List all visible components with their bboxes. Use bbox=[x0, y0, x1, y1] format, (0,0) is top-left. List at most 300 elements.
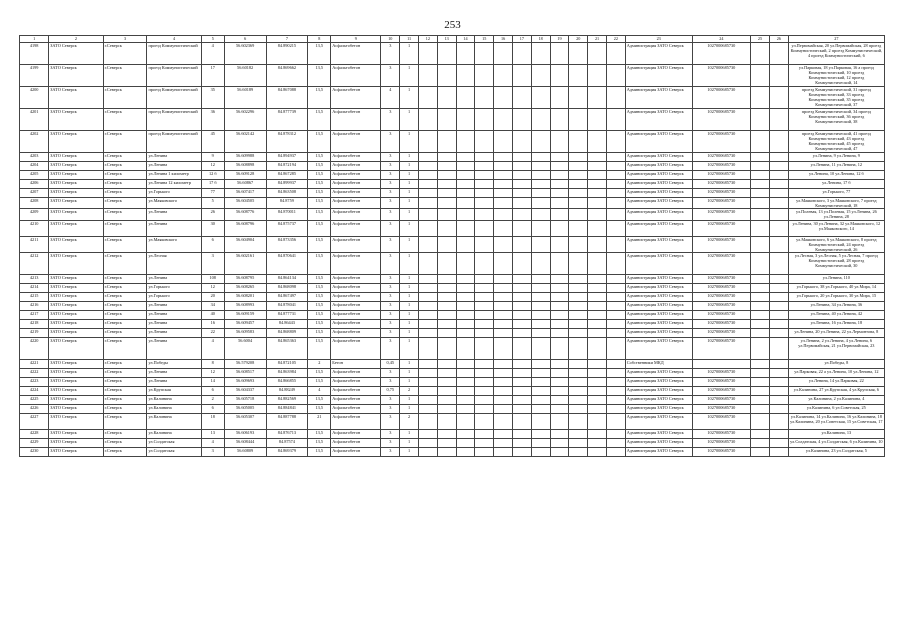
table-cell-c24: 1027000685730 bbox=[692, 253, 751, 275]
table-cell-c13 bbox=[437, 320, 456, 329]
table-cell-c8: 13,5 bbox=[308, 320, 331, 329]
table-cell-c12 bbox=[418, 275, 437, 284]
table-cell-c13 bbox=[437, 275, 456, 284]
table-cell-c18 bbox=[531, 220, 550, 236]
table-cell-c5: 45 bbox=[201, 131, 224, 153]
table-cell-c9: Асфальтобетон bbox=[331, 220, 381, 236]
table-cell-c4: ул.Победы bbox=[147, 360, 201, 369]
table-cell-c20 bbox=[569, 253, 588, 275]
table-cell-c22 bbox=[606, 430, 625, 439]
table-cell-c13 bbox=[437, 109, 456, 131]
table-cell-c13 bbox=[437, 439, 456, 448]
table-cell-c10: 3 bbox=[381, 430, 400, 439]
table-cell-c7: 84.877731 bbox=[266, 311, 308, 320]
table-cell-c21 bbox=[588, 65, 607, 87]
table-cell-c27: ул.Ленина, 10 ул.Ленина, 12 б bbox=[788, 171, 884, 180]
table-cell-c5: 77 bbox=[201, 189, 224, 198]
table-cell-c9: Асфальтобетон bbox=[331, 180, 381, 189]
table-cell-c2: ЗАТО Северск bbox=[49, 43, 103, 65]
table-cell-c4: проезд Коммунистический bbox=[147, 65, 201, 87]
table-cell-c9: Асфальтобетон bbox=[331, 414, 381, 430]
table-cell-c22 bbox=[606, 311, 625, 320]
table-cell-c1: 4225 bbox=[20, 396, 49, 405]
table-row bbox=[20, 131, 885, 153]
table-cell-c27: ул.Калинина, 2 ул.Калинина, 4 bbox=[788, 396, 884, 405]
table-cell-c27: ул.Победы, 8 bbox=[788, 360, 884, 369]
table-cell-c7: 84.865363 bbox=[266, 338, 308, 360]
table-cell-c4: ул.Горького bbox=[147, 284, 201, 293]
table-cell-c8: 21 bbox=[308, 414, 331, 430]
table-cell-c4: ул.Ленина bbox=[147, 209, 201, 220]
table-cell-c9: Асфальтобетон bbox=[331, 284, 381, 293]
table-cell-c24: 1027000685730 bbox=[692, 43, 751, 65]
table-cell-c3: г.Северск bbox=[103, 360, 147, 369]
table-cell-c24: 1027000685730 bbox=[692, 180, 751, 189]
table-cell-c21 bbox=[588, 448, 607, 457]
table-cell-c9: Асфальтобетон bbox=[331, 387, 381, 396]
table-cell-c2: ЗАТО Северск bbox=[49, 360, 103, 369]
table-cell-c19 bbox=[550, 162, 569, 171]
table-cell-c26 bbox=[769, 284, 788, 293]
table-cell-c6: 56.608265 bbox=[224, 284, 266, 293]
table-cell-c5: 3 bbox=[201, 253, 224, 275]
table-cell-c14 bbox=[456, 448, 475, 457]
table-cell-c20 bbox=[569, 448, 588, 457]
table-cell-c8: 13,5 bbox=[308, 378, 331, 387]
table-cell-c14 bbox=[456, 284, 475, 293]
table-cell-c1: 4205 bbox=[20, 171, 49, 180]
table-cell-c14 bbox=[456, 275, 475, 284]
table-cell-c10: 3 bbox=[381, 405, 400, 414]
table-cell-c1: 4224 bbox=[20, 387, 49, 396]
table-cell-c15 bbox=[475, 293, 494, 302]
table-cell-c21 bbox=[588, 302, 607, 311]
table-cell-c24: 1027000685730 bbox=[692, 439, 751, 448]
table-cell-c1: 4212 bbox=[20, 253, 49, 275]
table-cell-c20 bbox=[569, 293, 588, 302]
table-cell-c10: 3 bbox=[381, 171, 400, 180]
table-cell-c7: 84.868809 bbox=[266, 329, 308, 338]
table-cell-c20 bbox=[569, 198, 588, 209]
table-cell-c3: г.Северск bbox=[103, 209, 147, 220]
table-cell-c2: ЗАТО Северск bbox=[49, 109, 103, 131]
table-cell-c6: 56.609457 bbox=[224, 320, 266, 329]
table-cell-c19 bbox=[550, 387, 569, 396]
table-cell-c1: 4216 bbox=[20, 302, 49, 311]
table-cell-c27: ул.Парковая, 22 а ул.Ленина, 10 ул.Ленина, 12 bbox=[788, 369, 884, 378]
table-cell-c13 bbox=[437, 162, 456, 171]
table-cell-c25 bbox=[751, 378, 770, 387]
table-row bbox=[20, 109, 885, 131]
table-cell-c17 bbox=[512, 430, 531, 439]
table-body bbox=[20, 43, 885, 457]
table-cell-c1: 4213 bbox=[20, 275, 49, 284]
table-cell-c19 bbox=[550, 378, 569, 387]
table-cell-c9: Асфальтобетон bbox=[331, 320, 381, 329]
table-cell-c20 bbox=[569, 414, 588, 430]
table-cell-c14 bbox=[456, 396, 475, 405]
table-cell-c27: ул.Первомайская, 20 ул.Первомайская, 28 проезд Коммунистический, 2 проезд Коммунистический, 4 проезд Коммунистический, 6 bbox=[788, 43, 884, 65]
column-number-cell: 10 bbox=[381, 36, 400, 43]
table-cell-c16 bbox=[494, 302, 513, 311]
table-cell-c24: 1027000685730 bbox=[692, 87, 751, 109]
table-cell-c18 bbox=[531, 405, 550, 414]
table-cell-c24: 1027000685730 bbox=[692, 275, 751, 284]
table-cell-c6: 56.604505 bbox=[224, 198, 266, 209]
table-cell-c13 bbox=[437, 43, 456, 65]
table-cell-c16 bbox=[494, 43, 513, 65]
table-cell-c18 bbox=[531, 109, 550, 131]
column-number-cell: 21 bbox=[588, 36, 607, 43]
table-cell-c9: Асфальтобетон bbox=[331, 293, 381, 302]
table-cell-c23: Администрация ЗАТО Северск bbox=[625, 414, 692, 430]
table-cell-c9: Асфальтобетон bbox=[331, 131, 381, 153]
table-cell-c27: ул.Ленина, 110 bbox=[788, 275, 884, 284]
table-cell-c24: 1027000685730 bbox=[692, 448, 751, 457]
column-number-cell: 27 bbox=[788, 36, 884, 43]
table-cell-c8: 13,5 bbox=[308, 198, 331, 209]
table-cell-c10: 3 bbox=[381, 302, 400, 311]
table-cell-c16 bbox=[494, 198, 513, 209]
table-cell-c10: 3 bbox=[381, 448, 400, 457]
table-cell-c9: Асфальтобетон bbox=[331, 405, 381, 414]
table-cell-c8: 13,5 bbox=[308, 405, 331, 414]
table-cell-c20 bbox=[569, 236, 588, 252]
table-cell-c1: 4207 bbox=[20, 189, 49, 198]
table-cell-c25 bbox=[751, 153, 770, 162]
table-row bbox=[20, 220, 885, 236]
table-cell-c15 bbox=[475, 396, 494, 405]
table-cell-c11: 1 bbox=[400, 405, 419, 414]
table-cell-c12 bbox=[418, 378, 437, 387]
table-cell-c14 bbox=[456, 153, 475, 162]
table-cell-c10: 3 bbox=[381, 180, 400, 189]
table-cell-c27: ул.Маяковского, 3 ул.Маяковского, 7 проезд Коммунистический, 18 bbox=[788, 198, 884, 209]
table-cell-c3: г.Северск bbox=[103, 439, 147, 448]
table-cell-c2: ЗАТО Северск bbox=[49, 236, 103, 252]
table-cell-c18 bbox=[531, 284, 550, 293]
table-cell-c6: 56.602142 bbox=[224, 131, 266, 153]
table-cell-c27: ул.Парковая, 18 ул.Парковая, 16 а проезд Коммунистический, 10 проезд Коммунистический, 12 проезд Коммунистический, 14 bbox=[788, 65, 884, 87]
table-cell-c16 bbox=[494, 293, 513, 302]
table-cell-c15 bbox=[475, 131, 494, 153]
table-cell-c14 bbox=[456, 198, 475, 209]
table-cell-c1: 4206 bbox=[20, 180, 49, 189]
table-cell-c9: Асфальтобетон bbox=[331, 43, 381, 65]
table-cell-c7: 84.870641 bbox=[266, 253, 308, 275]
table-cell-c13 bbox=[437, 329, 456, 338]
table-cell-c22 bbox=[606, 284, 625, 293]
table-cell-c4: ул.Ленина 1 километр bbox=[147, 171, 201, 180]
table-cell-c11: 1 bbox=[400, 180, 419, 189]
table-cell-c5: 108 bbox=[201, 275, 224, 284]
table-cell-c21 bbox=[588, 275, 607, 284]
table-cell-c27: ул.Ленина, 14 ул.Парковая, 22 bbox=[788, 378, 884, 387]
table-row bbox=[20, 396, 885, 405]
table-cell-c21 bbox=[588, 293, 607, 302]
table-cell-c8: 13,5 bbox=[308, 275, 331, 284]
table-cell-c21 bbox=[588, 236, 607, 252]
table-cell-c18 bbox=[531, 369, 550, 378]
table-cell-c6: 56.605005 bbox=[224, 405, 266, 414]
table-cell-c10: 3 bbox=[381, 293, 400, 302]
table-cell-c8: 13,5 bbox=[308, 369, 331, 378]
table-cell-c8: 13,5 bbox=[308, 338, 331, 360]
table-cell-c26 bbox=[769, 387, 788, 396]
table-cell-c23: Администрация ЗАТО Северск bbox=[625, 369, 692, 378]
table-cell-c10: 3 bbox=[381, 153, 400, 162]
table-cell-c27: ул.Ленина, 30 ул.Ленина, 32 ул.Маяковского, 12 ул.Маяковского, 14 bbox=[788, 220, 884, 236]
table-cell-c19 bbox=[550, 414, 569, 430]
table-cell-c14 bbox=[456, 405, 475, 414]
table-cell-c8: 13,5 bbox=[308, 253, 331, 275]
table-cell-c5: 9 bbox=[201, 153, 224, 162]
table-cell-c17 bbox=[512, 329, 531, 338]
table-cell-c24: 1027000685730 bbox=[692, 302, 751, 311]
table-cell-c8: 13,5 bbox=[308, 209, 331, 220]
table-cell-c22 bbox=[606, 220, 625, 236]
table-cell-c15 bbox=[475, 387, 494, 396]
table-cell-c6: 56.605718 bbox=[224, 396, 266, 405]
table-cell-c2: ЗАТО Северск bbox=[49, 414, 103, 430]
table-row bbox=[20, 65, 885, 87]
table-cell-c23: Администрация ЗАТО Северск bbox=[625, 293, 692, 302]
table-cell-c8: 2 bbox=[308, 360, 331, 369]
table-cell-c5: 16 bbox=[201, 320, 224, 329]
table-row bbox=[20, 171, 885, 180]
table-cell-c5: 14 bbox=[201, 378, 224, 387]
column-number-cell: 23 bbox=[625, 36, 692, 43]
table-cell-c3: г.Северск bbox=[103, 171, 147, 180]
table-cell-c18 bbox=[531, 338, 550, 360]
table-cell-c4: ул.Солдатская bbox=[147, 448, 201, 457]
table-cell-c23: Администрация ЗАТО Северск bbox=[625, 439, 692, 448]
table-cell-c23: Администрация ЗАТО Северск bbox=[625, 209, 692, 220]
table-cell-c20 bbox=[569, 180, 588, 189]
table-cell-c22 bbox=[606, 253, 625, 275]
table-cell-c15 bbox=[475, 220, 494, 236]
table-cell-c21 bbox=[588, 405, 607, 414]
table-cell-c8: 13,5 bbox=[308, 65, 331, 87]
table-cell-c13 bbox=[437, 131, 456, 153]
table-cell-c6: 56.608898 bbox=[224, 162, 266, 171]
column-number-cell: 20 bbox=[569, 36, 588, 43]
table-cell-c11: 1 bbox=[400, 430, 419, 439]
table-cell-c8: 13,5 bbox=[308, 109, 331, 131]
table-cell-c6: 56.60182 bbox=[224, 65, 266, 87]
table-cell-c6: 56.609583 bbox=[224, 329, 266, 338]
table-cell-c14 bbox=[456, 293, 475, 302]
table-cell-c15 bbox=[475, 439, 494, 448]
table-cell-c4: проезд Коммунистический bbox=[147, 87, 201, 109]
table-cell-c16 bbox=[494, 87, 513, 109]
table-cell-c15 bbox=[475, 448, 494, 457]
table-cell-c15 bbox=[475, 209, 494, 220]
table-cell-c19 bbox=[550, 329, 569, 338]
table-cell-c9: Асфальтобетон bbox=[331, 448, 381, 457]
table-cell-c18 bbox=[531, 189, 550, 198]
table-cell-c27: ул.Ленина, 20 ул.Ленина, 22 ул.Лермонтова, 8 bbox=[788, 329, 884, 338]
table-cell-c1: 4226 bbox=[20, 405, 49, 414]
table-cell-c16 bbox=[494, 329, 513, 338]
table-cell-c9: Асфальтобетон bbox=[331, 329, 381, 338]
table-cell-c8: 13,5 bbox=[308, 153, 331, 162]
table-cell-c13 bbox=[437, 405, 456, 414]
table-cell-c20 bbox=[569, 153, 588, 162]
table-cell-c1: 4209 bbox=[20, 209, 49, 220]
table-cell-c20 bbox=[569, 275, 588, 284]
table-row bbox=[20, 430, 885, 439]
table-cell-c20 bbox=[569, 131, 588, 153]
table-cell-c3: г.Северск bbox=[103, 405, 147, 414]
table-cell-c17 bbox=[512, 153, 531, 162]
table-cell-c19 bbox=[550, 153, 569, 162]
table-cell-c26 bbox=[769, 439, 788, 448]
table-cell-c14 bbox=[456, 430, 475, 439]
table-cell-c7: 84.876713 bbox=[266, 430, 308, 439]
table-cell-c7: 84.877739 bbox=[266, 109, 308, 131]
table-cell-c13 bbox=[437, 448, 456, 457]
table-cell-c26 bbox=[769, 430, 788, 439]
table-cell-c14 bbox=[456, 220, 475, 236]
table-cell-c15 bbox=[475, 171, 494, 180]
column-number-cell: 22 bbox=[606, 36, 625, 43]
table-cell-c7: 84.894937 bbox=[266, 153, 308, 162]
table-cell-c1: 4220 bbox=[20, 338, 49, 360]
table-cell-c6: 56.60189 bbox=[224, 87, 266, 109]
column-number-cell: 7 bbox=[266, 36, 308, 43]
table-cell-c2: ЗАТО Северск bbox=[49, 329, 103, 338]
table-cell-c13 bbox=[437, 396, 456, 405]
table-cell-c17 bbox=[512, 198, 531, 209]
table-cell-c1: 4199 bbox=[20, 65, 49, 87]
table-cell-c26 bbox=[769, 43, 788, 65]
table-cell-c5: 12 bbox=[201, 162, 224, 171]
table-cell-c1: 4218 bbox=[20, 320, 49, 329]
table-cell-c27: ул.Ленина, 9 ул.Ленина, 9 bbox=[788, 153, 884, 162]
table-cell-c12 bbox=[418, 153, 437, 162]
table-cell-c19 bbox=[550, 293, 569, 302]
table-cell-c7: 84.867497 bbox=[266, 293, 308, 302]
table-cell-c13 bbox=[437, 236, 456, 252]
table-cell-c16 bbox=[494, 414, 513, 430]
table-cell-c14 bbox=[456, 253, 475, 275]
table-cell-c11: 1 bbox=[400, 209, 419, 220]
table-cell-c4: проезд Коммунистический bbox=[147, 109, 201, 131]
table-cell-c2: ЗАТО Северск bbox=[49, 396, 103, 405]
table-cell-c10: 3 bbox=[381, 414, 400, 430]
table-cell-c18 bbox=[531, 311, 550, 320]
table-cell-c1: 4215 bbox=[20, 293, 49, 302]
table-cell-c27: ул.Ленина, 34 ул.Ленина, 36 bbox=[788, 302, 884, 311]
table-cell-c10: 3 bbox=[381, 220, 400, 236]
table-cell-c22 bbox=[606, 405, 625, 414]
table-cell-c7: 84.870011 bbox=[266, 209, 308, 220]
table-cell-c6: 56.602161 bbox=[224, 253, 266, 275]
table-cell-c27: ул.Ленина, 16 ул.Ленина, 18 bbox=[788, 320, 884, 329]
table-cell-c22 bbox=[606, 414, 625, 430]
table-cell-c14 bbox=[456, 378, 475, 387]
table-cell-c22 bbox=[606, 171, 625, 180]
table-cell-c25 bbox=[751, 162, 770, 171]
table-cell-c22 bbox=[606, 369, 625, 378]
table-cell-c19 bbox=[550, 220, 569, 236]
table-cell-c8: 13,5 bbox=[308, 284, 331, 293]
table-cell-c25 bbox=[751, 293, 770, 302]
table-cell-c20 bbox=[569, 396, 588, 405]
table-cell-c11: 1 bbox=[400, 378, 419, 387]
table-cell-c16 bbox=[494, 439, 513, 448]
table-row bbox=[20, 209, 885, 220]
table-cell-c18 bbox=[531, 302, 550, 311]
table-cell-c12 bbox=[418, 329, 437, 338]
table-cell-c27: ул.Калинина, 23 ул.Солдатская, 5 bbox=[788, 448, 884, 457]
table-cell-c11: 1 bbox=[400, 65, 419, 87]
table-cell-c20 bbox=[569, 360, 588, 369]
table-cell-c25 bbox=[751, 275, 770, 284]
table-cell-c4: проезд Коммунистический bbox=[147, 131, 201, 153]
table-cell-c11: 1 bbox=[400, 338, 419, 360]
table-cell-c22 bbox=[606, 275, 625, 284]
table-cell-c12 bbox=[418, 338, 437, 360]
table-row bbox=[20, 236, 885, 252]
table-cell-c26 bbox=[769, 220, 788, 236]
table-cell-c27: проезд Коммунистический, 31 проезд Коммунистический, 33 проезд Коммунистический, 35 проезд Коммунистический, 37 bbox=[788, 87, 884, 109]
table-cell-c20 bbox=[569, 302, 588, 311]
table-cell-c22 bbox=[606, 338, 625, 360]
table-cell-c25 bbox=[751, 387, 770, 396]
table-cell-c13 bbox=[437, 189, 456, 198]
table-cell-c11: 1 bbox=[400, 236, 419, 252]
table-cell-c12 bbox=[418, 311, 437, 320]
table-cell-c2: ЗАТО Северск bbox=[49, 171, 103, 180]
table-cell-c21 bbox=[588, 369, 607, 378]
table-cell-c18 bbox=[531, 209, 550, 220]
table-cell-c26 bbox=[769, 131, 788, 153]
table-cell-c10: 3 bbox=[381, 109, 400, 131]
table-cell-c3: г.Северск bbox=[103, 284, 147, 293]
table-cell-c2: ЗАТО Северск bbox=[49, 153, 103, 162]
table-cell-c15 bbox=[475, 311, 494, 320]
table-cell-c14 bbox=[456, 189, 475, 198]
table-cell-c1: 4229 bbox=[20, 439, 49, 448]
table-cell-c1: 4221 bbox=[20, 360, 49, 369]
table-cell-c21 bbox=[588, 162, 607, 171]
table-cell-c4: ул.Горького bbox=[147, 293, 201, 302]
table-cell-c17 bbox=[512, 209, 531, 220]
table-cell-c11: 1 bbox=[400, 396, 419, 405]
table-cell-c21 bbox=[588, 189, 607, 198]
table-cell-c3: г.Северск bbox=[103, 87, 147, 109]
table-cell-c22 bbox=[606, 43, 625, 65]
table-cell-c17 bbox=[512, 109, 531, 131]
table-cell-c23: Администрация ЗАТО Северск bbox=[625, 65, 692, 87]
table-cell-c18 bbox=[531, 236, 550, 252]
table-cell-c14 bbox=[456, 311, 475, 320]
table-cell-c7: 84.864134 bbox=[266, 275, 308, 284]
table-cell-c25 bbox=[751, 396, 770, 405]
table-cell-c21 bbox=[588, 198, 607, 209]
table-cell-c3: г.Северск bbox=[103, 378, 147, 387]
table-cell-c12 bbox=[418, 369, 437, 378]
table-cell-c9: Асфальтобетон bbox=[331, 198, 381, 209]
table-cell-c22 bbox=[606, 329, 625, 338]
table-cell-c20 bbox=[569, 378, 588, 387]
table-cell-c17 bbox=[512, 284, 531, 293]
column-number-cell: 11 bbox=[400, 36, 419, 43]
table-cell-c23: Администрация ЗАТО Северск bbox=[625, 302, 692, 311]
table-cell-c21 bbox=[588, 253, 607, 275]
